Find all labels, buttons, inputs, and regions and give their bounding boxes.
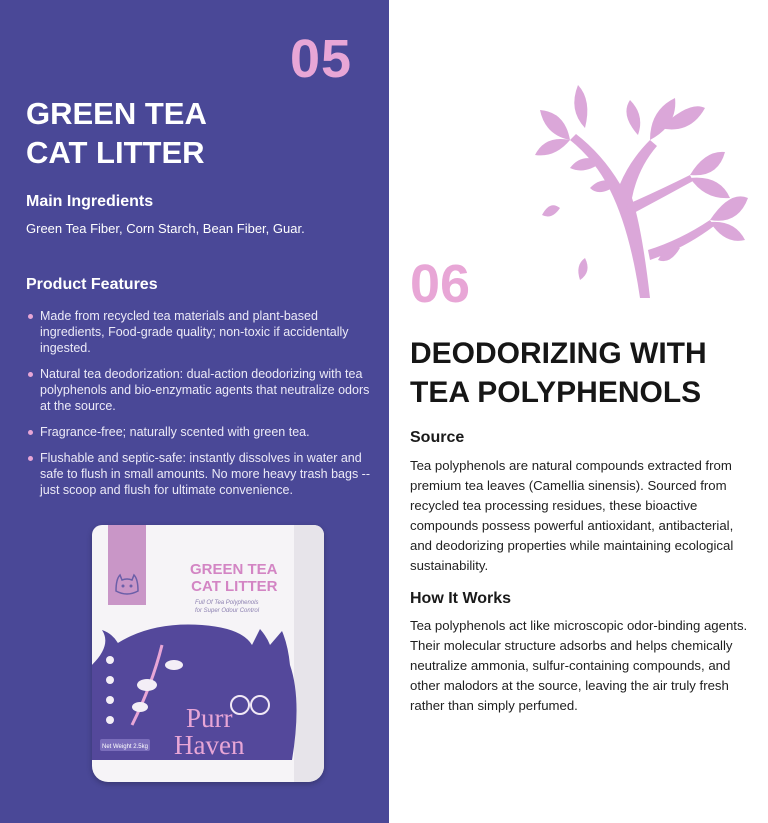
- feature-item: [26, 308, 371, 356]
- product-features-heading: Product Features: [26, 276, 158, 293]
- feature-item: [26, 366, 371, 414]
- bag-title-line1: GREEN TEA: [190, 561, 278, 578]
- main-ingredients-text: Green Tea Fiber, Corn Starch, Bean Fiber, Guar.: [26, 221, 305, 236]
- right-title: [410, 334, 707, 412]
- feature-text: Natural tea deodorization: dual-action deodorizing with tea polyphenols and bio-enzymatic agents that neutralize odors at the source.: [40, 367, 370, 413]
- section-number-05: 05: [290, 29, 353, 89]
- feature-text: Made from recycled tea materials and plant-based ingredients, Food-grade quality; non-toxic if accidentally ingested.: [40, 309, 349, 355]
- how-it-works-heading: How It Works: [410, 590, 512, 607]
- bag-subtitle-line2: for Super Odour Control: [195, 608, 260, 614]
- bullet-dot: [28, 314, 33, 319]
- source-heading: Source: [410, 429, 465, 446]
- right-title-line1: DEODORIZING WITH: [410, 337, 707, 370]
- left-title-line2: CAT LITTER: [26, 135, 205, 170]
- bag-net-weight: Net Weight 2.5kg: [102, 744, 148, 750]
- left-title: [26, 94, 207, 172]
- how-it-works-text: Tea polyphenols act like microscopic odor-binding agents. Their molecular structure adsorbs and helps chemically neutralize ammonia, sulfur-containing compounds, and other malodors at the source, leaving the air truly fresh rather than simply perfumed.: [410, 618, 748, 713]
- bag-subtitle-line1: Full Of Tea Polyphenols: [195, 600, 259, 606]
- product-features-list: [26, 308, 371, 508]
- feature-item: [26, 450, 371, 498]
- feature-text: Flushable and septic-safe: instantly dissolves in water and safe to flush in small amounts. No more heavy trash bags -- just scoop and flush for ultimate convenience.: [40, 451, 371, 497]
- bag-title-line2: CAT LITTER: [191, 578, 278, 595]
- main-ingredients-heading: Main Ingredients: [26, 193, 154, 210]
- left-title-line1: GREEN TEA: [26, 96, 207, 131]
- right-title-line2: TEA POLYPHENOLS: [410, 376, 702, 409]
- section-number-06: 06: [410, 254, 471, 314]
- bag-brand-logo: [174, 705, 244, 759]
- feature-text: Fragrance-free; naturally scented with green tea.: [40, 425, 310, 439]
- bullet-dot: [28, 430, 33, 435]
- bag-brand-line2: Haven: [174, 730, 245, 760]
- source-text: Tea polyphenols are natural compounds extracted from premium tea leaves (Camellia sinensis). Sourced from recycled tea processing residues, these bioactive compounds possess powerful antioxidant, antibacterial, and deodorizing properties while maintaining ecological sustainability.: [410, 458, 734, 573]
- bullet-dot: [28, 456, 33, 461]
- product-bag-image: [92, 525, 324, 782]
- bullet-dot: [28, 372, 33, 377]
- bag-brand-line1: Purr: [185, 703, 233, 733]
- feature-item: [26, 424, 371, 440]
- tree-icon: [530, 80, 750, 300]
